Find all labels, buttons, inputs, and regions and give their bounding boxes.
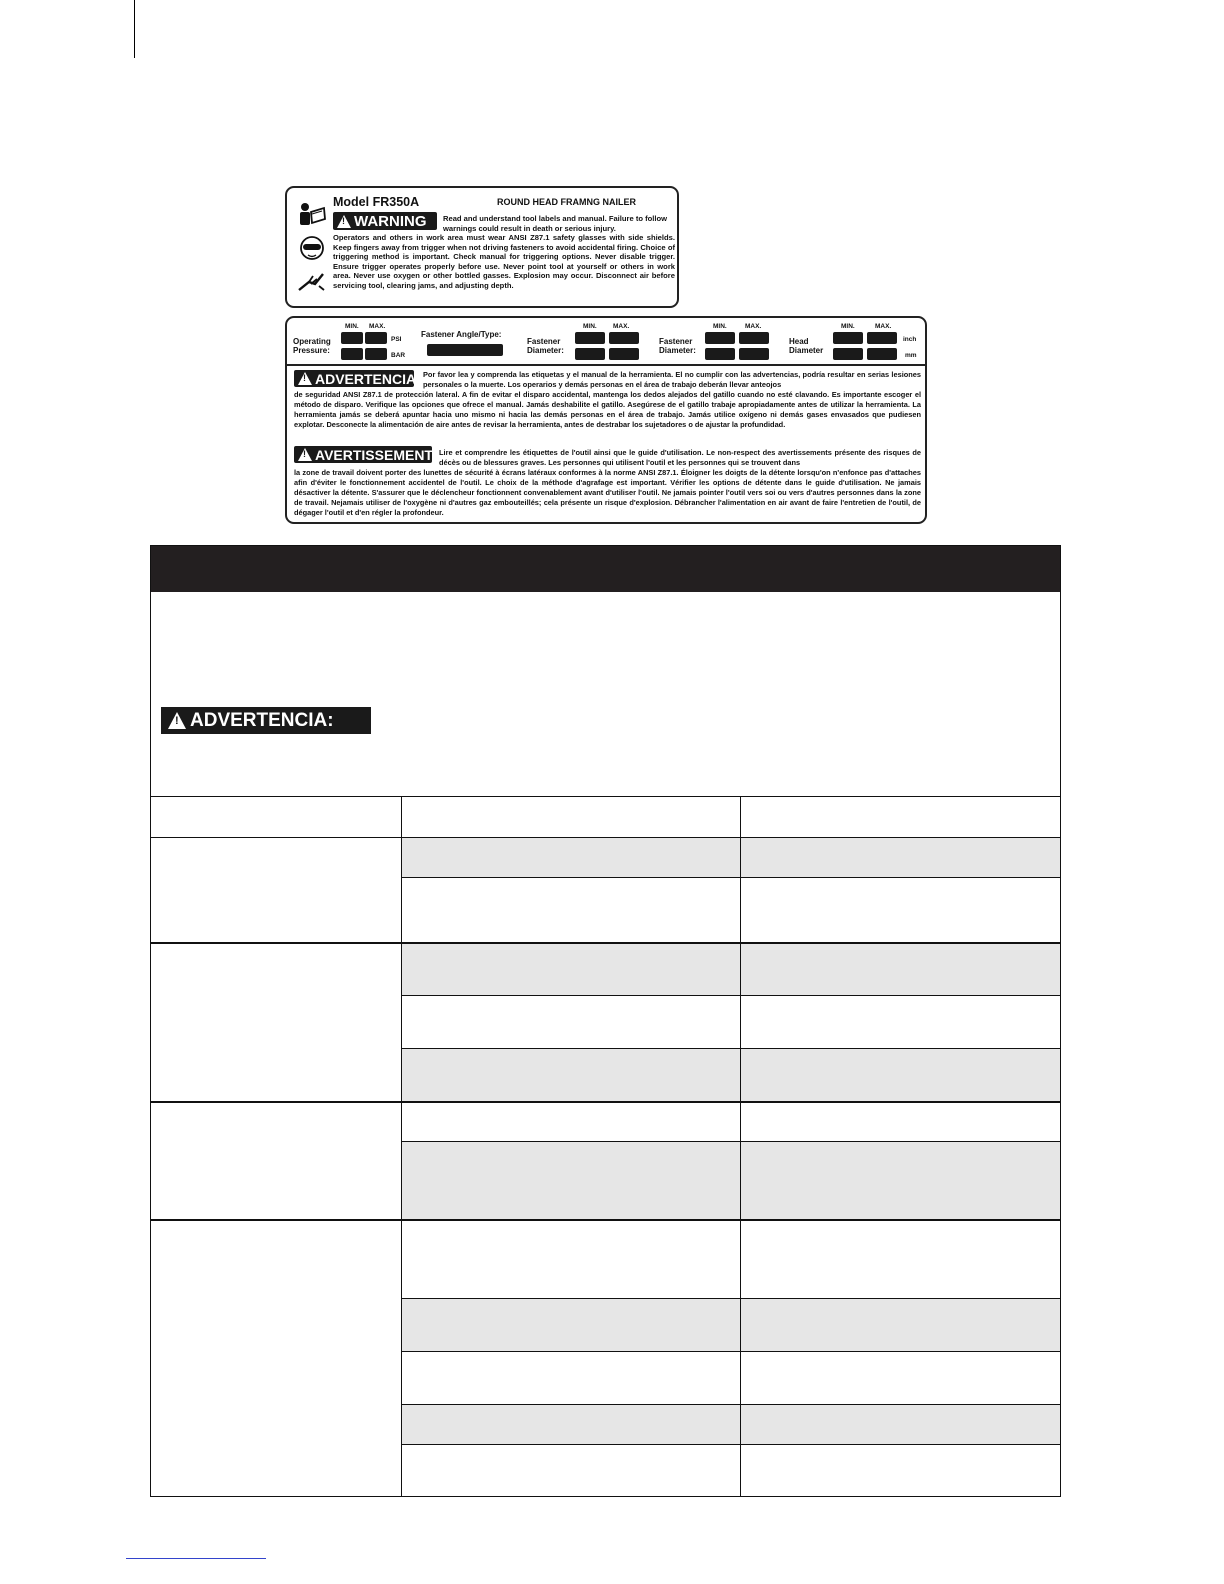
fastener-angle-label: Fastener Angle/Type: xyxy=(421,330,502,339)
warning-label-english xyxy=(285,186,679,308)
spanish-intro-text: Por favor lea y comprenda las etiquetas y el manual de la herramienta. El no cumplir con las advertencias, podría resultar en serias lesiones personales o la muerte. Los operarios y demás personas en el área de trabajo deberán llevar anteojos xyxy=(423,370,921,389)
table-row-line xyxy=(401,1444,1061,1445)
min-label: MIN. xyxy=(713,323,727,330)
fastener-diameter-max-box-2 xyxy=(609,348,639,360)
fastener2-min-box-2 xyxy=(705,348,735,360)
head-diameter-inch-max-box xyxy=(867,332,897,344)
table-row-line xyxy=(401,1404,1061,1405)
hand-trigger-icon xyxy=(297,268,327,294)
table-border xyxy=(150,797,151,1497)
table-group-line xyxy=(150,1101,1061,1103)
fastener2-max-box-1 xyxy=(739,332,769,344)
troubleshooting-table xyxy=(150,797,1061,1497)
warning-triangle-icon xyxy=(298,372,312,385)
fastener-diameter-label-2: Fastener Diameter: xyxy=(659,337,696,355)
inch-unit: inch xyxy=(903,336,917,343)
fastener2-min-box-1 xyxy=(705,332,735,344)
max-label: MAX. xyxy=(745,323,762,330)
label-icons xyxy=(297,202,327,300)
table-row-line xyxy=(401,1141,1061,1142)
french-body-text: la zone de travail doivent porter des lunettes de sécurité à écrans latéraux conformes à la norme ANSI Z87.1. Éloigner les doigts de la détente lorsqu'on n'enfonce pas d'attaches afin d'éviter le fonctionnement accidentel de l'outil. Le choix de la méthode d'agrafage est important. Vérifier les options de détente dans le guide d'utilisation. Ne jamais désactiver la détente. S'assurer que le déclencheur fonctionnent convenablement avant d'utiliser l'outil. Ne jamais pointer l'outil vers soi ou vers d'autres personnes dans la zone de travail. Nejamais utiliser de l'oxygène ni d'autres gaz embouteillés; cela présente un risque d'explosion. Débrancher l'alimentation en air avant de faire l'entretien de l'outil, de dégager l'outil et d'en régler la profondeur. xyxy=(294,468,921,517)
spanish-body-text: de seguridad ANSI Z87.1 de protección lateral. A fin de evitar el disparo accidental, mantenga los dedos alejados del gatillo cuando no esté clavando. Es importante escoger el método de disparo. Verifique las opciones que ofrece el manual. Jamás deshabilite el gatillo. Asegúrese de el gatillo trabaje apropiadamente antes de utilizar la herramienta. La herramienta jamás se deberá apuntar hacia uno mismo ni hacia las demás personas en el área de trabajo. Jamás utilice oxígeno ni demás gases envasados que pudiesen explotar. Desconecte la alimentación de aire antes de revisar la herramienta, antes de destrabar los sujetadores o de ajustar la profundidad. xyxy=(294,390,921,429)
table-column-divider xyxy=(401,797,402,1497)
pressure-psi-max-box xyxy=(365,332,387,344)
min-label: MIN. xyxy=(345,323,359,330)
table-row-shade xyxy=(401,1404,1060,1444)
table-group-line xyxy=(150,1219,1061,1221)
table-row-line xyxy=(401,1048,1061,1049)
warning-intro-text: Read and understand tool labels and manual. Failure to follow warnings could result in death or serious injury. xyxy=(443,214,668,233)
max-label: MAX. xyxy=(613,323,630,330)
warning-section xyxy=(150,545,1061,797)
psi-unit: PSI xyxy=(391,336,402,343)
head-diameter-mm-min-box xyxy=(833,348,863,360)
table-row-line xyxy=(401,1351,1061,1352)
product-name: ROUND HEAD FRAMNG NAILER xyxy=(497,197,636,207)
table-row-shade xyxy=(401,1141,1060,1219)
bar-unit: BAR xyxy=(391,352,406,359)
table-row-shade xyxy=(401,943,1060,995)
safety-glasses-icon xyxy=(297,234,327,262)
french-intro-text: Lire et comprendre les étiquettes de l'outil ainsi que le guide d'utilisation. Le non-respect des avertissements présente des risques de décès ou de blessures graves. Les personnes qui utilisent l'outil et les personnes qui se trouvent dans xyxy=(439,448,921,467)
table-bottom-line xyxy=(150,1496,1061,1497)
pressure-psi-min-box xyxy=(341,332,363,344)
table-row-shade xyxy=(401,1298,1060,1351)
footer-underline xyxy=(126,1558,266,1559)
page-edge-line xyxy=(134,0,135,58)
spec-warning-label xyxy=(285,316,927,524)
fastener2-max-box-2 xyxy=(739,348,769,360)
fastener-diameter-min-box-1 xyxy=(575,332,605,344)
section-advertencia-badge xyxy=(161,707,371,734)
avertissement-badge-label: AVERTISSEMENT xyxy=(315,446,433,463)
head-diameter-label: Head Diameter xyxy=(789,337,824,355)
warning-triangle-icon xyxy=(168,712,186,729)
head-diameter-inch-min-box xyxy=(833,332,863,344)
table-border xyxy=(1060,797,1061,1497)
warning-badge-label: WARNING xyxy=(354,212,427,230)
read-manual-icon xyxy=(297,202,327,228)
advertencia-badge xyxy=(294,370,417,387)
section-header-bar xyxy=(151,546,1060,592)
advertencia-badge-label: ADVERTENCIA xyxy=(315,370,417,387)
warning-body-text: Operators and others in work area must wear ANSI Z87.1 safety glasses with side shields. Keep fingers away from trigger when not driving fasteners to avoid accidental firing. Choice of triggering method is important. Check manual for triggering options. Never disable trigger. Ensure trigger operates properly before use. Never point tool at yourself or others in work area. Never use oxygen or other bottled gasses. Explosion may occur. Disconnect air before servicing tool, clearing jams, and adjusting depth. xyxy=(333,233,675,290)
mm-unit: mm xyxy=(905,352,917,359)
fastener-diameter-min-box-2 xyxy=(575,348,605,360)
spec-row xyxy=(287,318,927,366)
warning-triangle-icon xyxy=(337,215,351,228)
pressure-bar-min-box xyxy=(341,348,363,360)
table-row-shade xyxy=(401,1048,1060,1101)
max-label: MAX. xyxy=(369,323,386,330)
table-row-line xyxy=(401,877,1061,878)
table-row-line xyxy=(401,995,1061,996)
fastener-angle-box xyxy=(427,344,503,356)
max-label: MAX. xyxy=(875,323,892,330)
pressure-bar-max-box xyxy=(365,348,387,360)
table-group-line xyxy=(150,942,1061,944)
min-label: MIN. xyxy=(841,323,855,330)
head-diameter-mm-max-box xyxy=(867,348,897,360)
table-column-divider xyxy=(740,797,741,1497)
operating-pressure-label: Operating Pressure: xyxy=(293,337,331,355)
section-advertencia-label: ADVERTENCIA: xyxy=(190,709,334,731)
fastener-diameter-max-box-1 xyxy=(609,332,639,344)
table-row-line xyxy=(150,837,1061,838)
model-number: Model FR350A xyxy=(333,195,420,209)
avertissement-badge xyxy=(294,446,432,463)
table-row-line xyxy=(401,1298,1061,1299)
fastener-diameter-label: Fastener Diameter: xyxy=(527,337,564,355)
min-label: MIN. xyxy=(583,323,597,330)
table-row-shade xyxy=(401,837,1060,877)
warning-badge xyxy=(333,212,437,230)
warning-triangle-icon xyxy=(298,448,312,461)
